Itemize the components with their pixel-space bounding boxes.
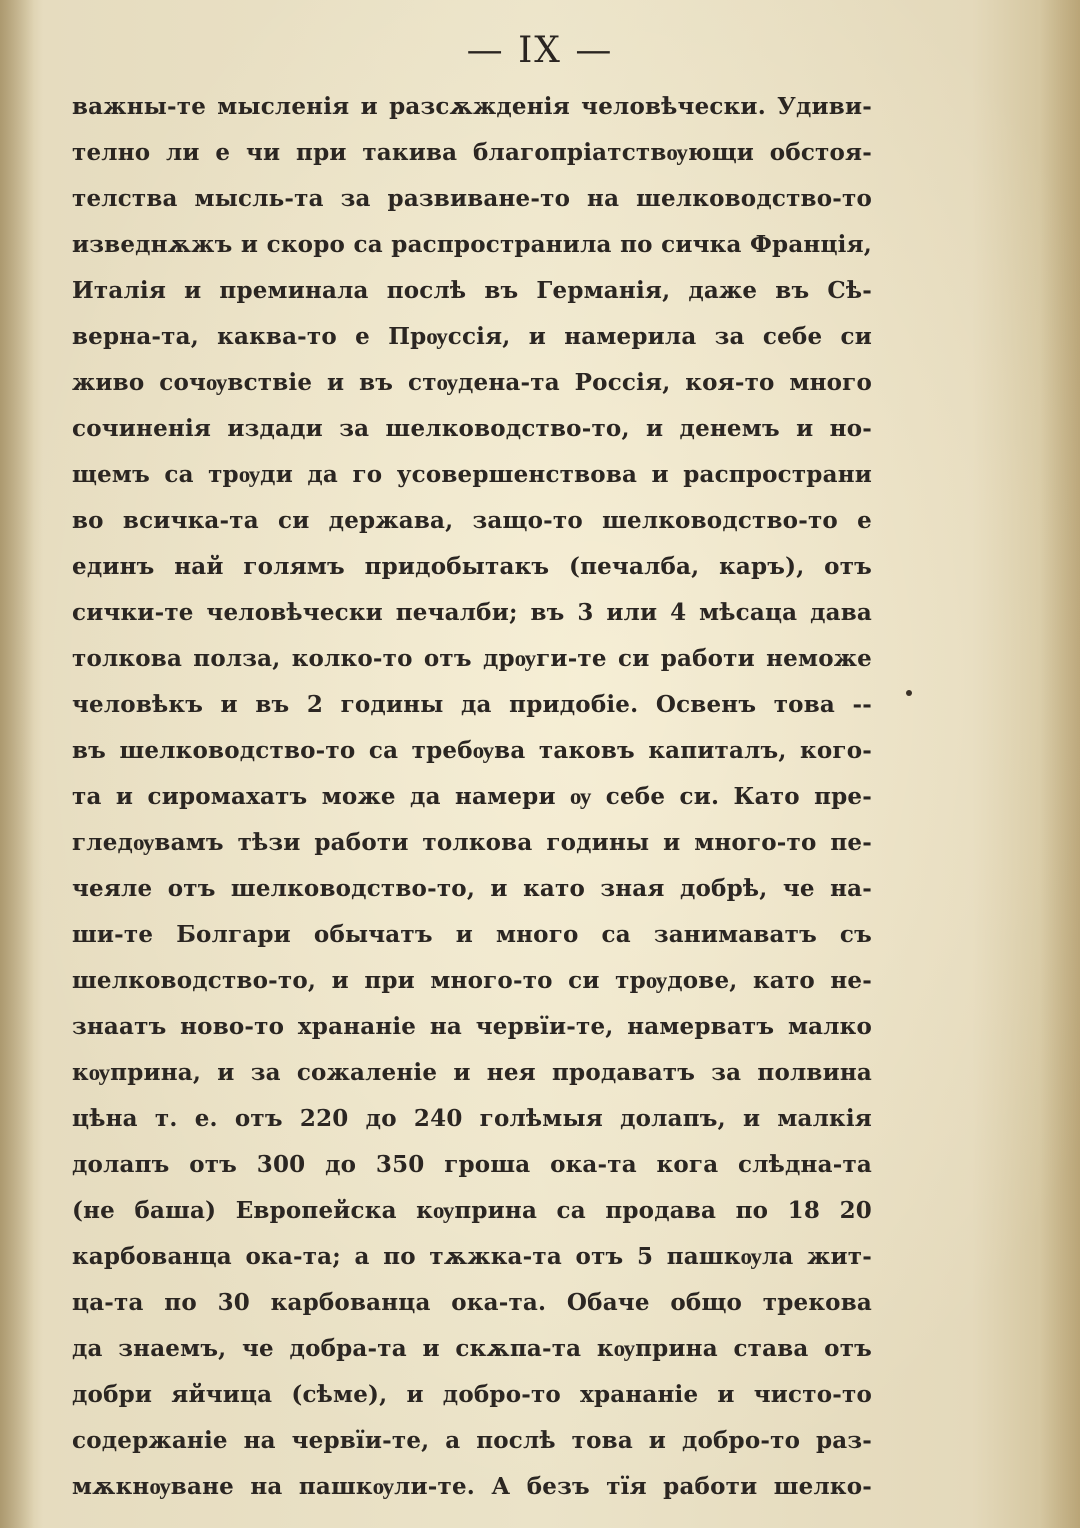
text-line: ца-та по 30 карбованца ока-та. Обаче общо трекова	[72, 1289, 872, 1316]
text-line: цѣна т. е. отъ 220 до 240 голѣмыя долапъ, и малкія	[72, 1105, 872, 1132]
text-line: сички-те человѣчески печалби; въ 3 или 4 мѣсаца дава	[72, 599, 872, 626]
text-line: въ шелководство-то са требѹва таковъ капиталъ, кого-	[72, 737, 872, 764]
text-line: толкова полза, колко-то отъ дрѹги-те си работи неможе	[72, 645, 872, 672]
text-line: шелководство-то, и при много-то си трѹдове, като не-	[72, 967, 872, 994]
text-line: живо сочѹвствіе и въ стѹдена-та Россія, коя-то много	[72, 369, 872, 396]
text-line: важны-те мысленія и разсѫжденія человѣчески. Удиви-	[72, 93, 872, 120]
body-text	[72, 84, 872, 1510]
text-line: та и сиромахатъ може да намери ѹ себе си. Като пре-	[72, 783, 872, 810]
text-line: (не баша) Европейска кѹприна са продава по 18 20	[72, 1197, 872, 1224]
text-line: знаатъ ново-то хрананіе на червїи-те, намерватъ малко	[72, 1013, 872, 1040]
text-line: кѹприна, и за сожаленіе и нея продаватъ за полвина	[72, 1059, 872, 1086]
text-line: верна-та, каква-то е Прѹссія, и намерила за себе си	[72, 323, 872, 350]
text-line: во всичка-та си держава, защо-то шелководство-то е	[72, 507, 872, 534]
text-line: добри яйчица (сѣме), и добро-то хрананіе и чисто-то	[72, 1381, 872, 1408]
text-line: человѣкъ и въ 2 годины да придобіе. Освенъ това --	[72, 691, 872, 718]
binding-shadow	[0, 0, 34, 1528]
text-line: долапъ отъ 300 до 350 гроша ока-та кога слѣдна-та	[72, 1151, 872, 1178]
text-line: телства мысль-та за развиване-то на шелководство-то	[72, 185, 872, 212]
page-number: — IX —	[466, 30, 614, 71]
text-line: телно ли е чи при такива благопріатствѹющи обстоя-	[72, 139, 872, 166]
text-line: сочиненія издади за шелководство-то, и денемъ и но-	[72, 415, 872, 442]
text-line: Италія и преминала послѣ въ Германія, даже въ Сѣ-	[72, 277, 872, 304]
text-line: содержаніе на червїи-те, а послѣ това и добро-то раз-	[72, 1427, 872, 1454]
ink-speck	[906, 690, 912, 696]
text-line: щемъ са трѹди да го усовершенствова и распространи	[72, 461, 872, 488]
text-line: карбованца ока-та; а по тѫжка-та отъ 5 пашкѹла жит-	[72, 1243, 872, 1270]
text-line: ши-те Болгари обычатъ и много са занимаватъ съ	[72, 921, 872, 948]
text-line: единъ най голямъ придобытакъ (печалба, каръ), отъ	[72, 553, 872, 580]
text-line: да знаемъ, че добра-та и скѫпа-та кѹприна става отъ	[72, 1335, 872, 1362]
text-line: мѫкнѹване на пашкѹли-те. А безъ тїя работи шелко-	[72, 1473, 872, 1500]
page-edge-shadow	[1040, 0, 1080, 1528]
text-line: изведнѫжъ и скоро са распространила по сичка Франція,	[72, 231, 872, 258]
text-line: гледѹвамъ тѣзи работи толкова годины и много-то пе-	[72, 829, 872, 856]
text-line: чеяле отъ шелководство-то, и като зная добрѣ, че на-	[72, 875, 872, 902]
